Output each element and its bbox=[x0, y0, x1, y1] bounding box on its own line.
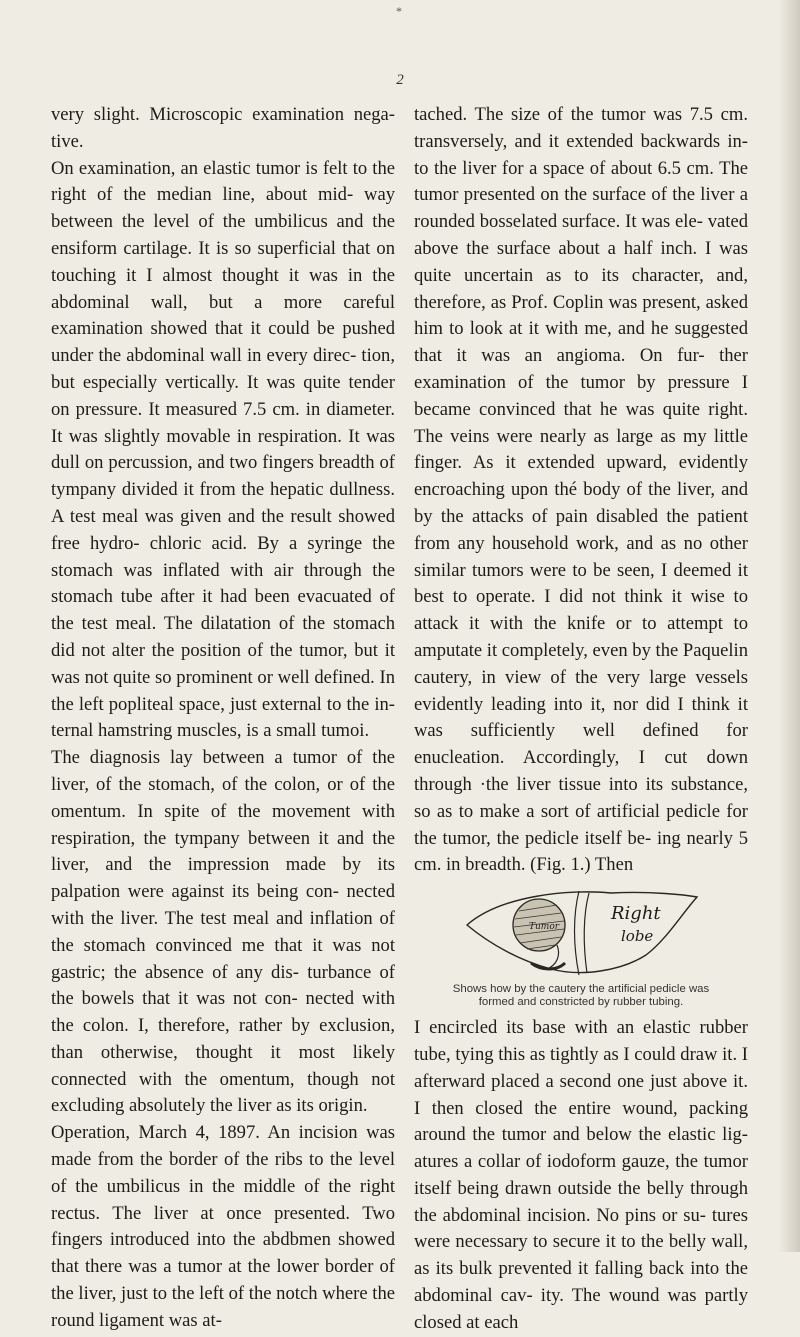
figure-caption bbox=[414, 983, 748, 1009]
left-paragraph: On examination, an elastic tumor is felt to the right of the median line, about mid- way between the level of the umbilicus and the ensiform cartilage. It is so superficial that on touching it I almost thought it was in the abdominal wall, but a more careful examination showed that it could be pushed under the abdominal wall in every direc- tion, but especially vertically. It was quite tender on pressure. It measured 7.5 cm. in diameter. It was slightly movable in respiration. It was dull on percussion, and two fingers breadth of tympany divided it from the hepatic dullness. A test meal was given and the result showed free hydro- chloric acid. By a syringe the stomach was inflated with air through the stomach tube after it had been evacuated of the test meal. The dilatation of the stomach did not alter the position of the tumor, but it was not quite so prominent or well defined. In the left popliteal space, just external to the in- ternal hamstring muscles, is a small tumoi. bbox=[51, 157, 395, 742]
right-label: Right bbox=[611, 903, 661, 925]
left-paragraph: very slight. Microscopic examination nega- tive. bbox=[51, 104, 395, 152]
page-edge-shadow bbox=[778, 0, 800, 1252]
tumor-label: Tumor bbox=[529, 922, 560, 933]
right-paragraph: I encircled its base with an elastic rubber tube, tying this as tightly as I could draw it. I afterward placed a second one just above it. I then closed the entire wound, packing around the tumor and below the elastic lig- atures a collar of iodoform gauze, the tumor itself being drawn outside the belly through the abdominal incision. No pins or su- tures were necessary to secure it to the belly wall, as its bulk prevented it falling back into the abdominal cav- ity. The wound was partly closed at each bbox=[414, 1017, 748, 1333]
caption-line-2: formed and constricted by rubber tubing. bbox=[478, 996, 684, 1009]
right-paragraph: tached. The size of the tumor was 7.5 cm. transversely, and it extended backwards in- to the liver for a space of about 6.5 cm. The tumor presented on the surface of the liver a rounded bosselated surface. It was ele- vated above the surface about a half inch. I was quite uncertain as to its character, and, therefore, as Prof. Coplin was present, asked him to look at it with me, and he suggested that it was an angioma. On fur- ther examination of the tumor by pressure I became convinced that he was quite right. The veins were nearly as large as my little finger. As it extended upward, evidently encroaching upon thé body of the liver, and by the attacks of pain disabled the patient from any household work, and as no other similar tumors were to be seen, I deemed it best to operate. I did not think it wise to attack it with the knife or to attempt to amputate it completely, even by the Paquelin cautery, in view of the very large vessels evidently leading into it, nor did I think it was sufficiently well defined for enucleation. Accordingly, I cut down through ·the liver tissue into its substance, so as to make a sort of artificial pedicle for the tumor, the pedicle itself be- ing nearly 5 cm. in breadth. (Fig. 1.) Then bbox=[414, 104, 748, 876]
print-speck: * bbox=[396, 4, 402, 18]
figure-1 bbox=[414, 885, 748, 1009]
caption-line-1: Shows how by the cautery the artificial pedicle was bbox=[452, 983, 710, 996]
liver-tumor-illustration bbox=[461, 885, 701, 981]
page-number: 2 bbox=[396, 72, 404, 88]
left-paragraph: Operation, March 4, 1897. An incision was made from the border of the ribs to the level of the umbilicus in the middle of the right rectus. The liver at once presented. Two fingers introduced into the abdbmen showed that there was a tumor at the lower border of the liver, just to the left of the notch where the round ligament was at- bbox=[51, 1122, 395, 1331]
right-column bbox=[414, 102, 748, 1337]
left-column bbox=[51, 102, 395, 1335]
lobe-label: lobe bbox=[621, 927, 654, 946]
left-paragraph: The diagnosis lay between a tumor of the liver, of the stomach, of the colon, or of the omentum. In spite of the movement with respiration, the tympany between it and the liver, and the impression made by its palpation were against its being con- nected with the liver. The test meal and inflation of the stomach convinced me that it was not gastric; the absence of any dis- turbance of the bowels that it was not con- nected with the colon. I, therefore, rather by exclusion, than otherwise, thought it most likely connected with the omentum, though not excluding absolutely the liver as its origin. bbox=[51, 747, 395, 1117]
